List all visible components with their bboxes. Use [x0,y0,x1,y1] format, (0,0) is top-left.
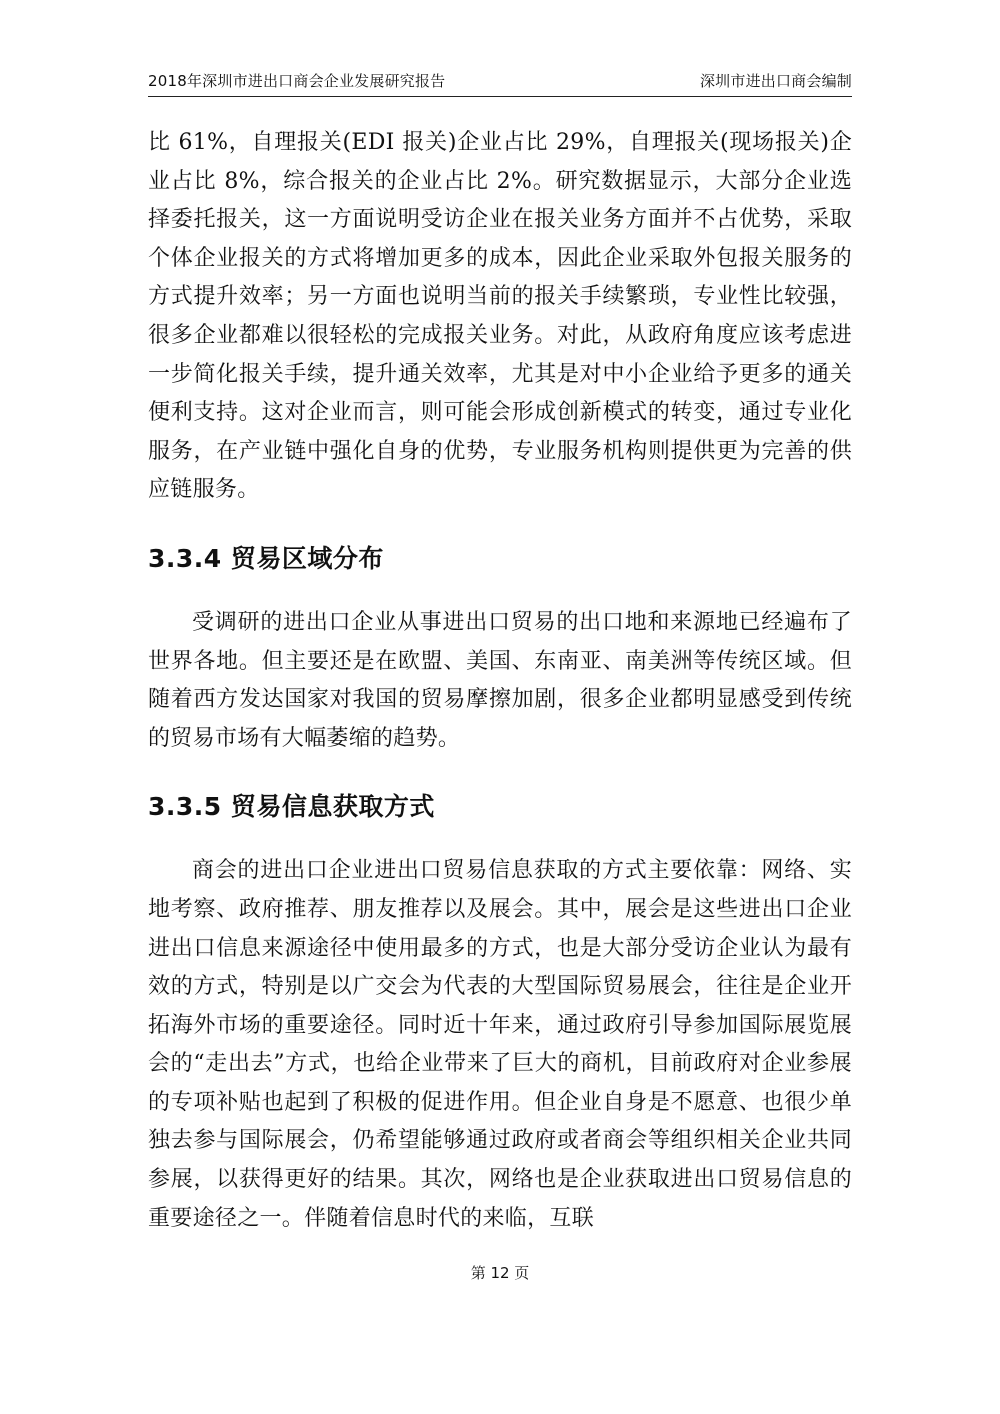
header-publisher: 深圳市进出口商会编制 [699,72,852,90]
page-number: 第 12 页 [470,1264,530,1282]
page-body [148,124,852,1238]
trade-region-paragraph: 受调研的进出口企业从事进出口贸易的出口地和来源地已经遍布了世界各地。但主要还是在欧盟、美国、东南亚、南美洲等传统区域。但随着西方发达国家对我国的贸易摩擦加剧，很多企业都明显感受到传统的贸易市场有大幅萎缩的趋势。 [148,609,852,751]
continuation-paragraph: 比 61%，自理报关(EDI 报关)企业占比 29%，自理报关(现场报关)企业占比 8%，综合报关的企业占比 2%。研究数据显示，大部分企业选择委托报关，这一方面说明受访企业在报关业务方面并不占优势，采取个体企业报关的方式将增加更多的成本，因此企业采取外包报关服务的方式提升效率；另一方面也说明当前的报关手续繁琐，专业性比较强，很多企业都难以很轻松的完成报关业务。对此，从政府角度应该考虑进一步简化报关手续，提升通关效率，尤其是对中小企业给予更多的通关便利支持。这对企业而言，则可能会形成创新模式的转变，通过专业化服务，在产业链中强化自身的优势，专业服务机构则提供更为完善的供应链服务。 [148,130,852,503]
section-heading-trade-region: 3.3.4 贸易区域分布 [148,543,384,573]
page-header [148,66,852,97]
header-report-title: 2018年深圳市进出口商会企业发展研究报告 [148,72,446,90]
section-heading-trade-info: 3.3.5 贸易信息获取方式 [148,792,435,822]
trade-info-paragraph: 商会的进出口企业进出口贸易信息获取的方式主要依靠：网络、实地考察、政府推荐、朋友推荐以及展会。其中，展会是这些进出口企业进出口信息来源途径中使用最多的方式，也是大部分受访企业认为最有效的方式，特别是以广交会为代表的大型国际贸易展会，往往是企业开拓海外市场的重要途径。同时近十年来，通过政府引导参加国际展览展会的“走出去”方式，也给企业带来了巨大的商机，目前政府对企业参展的专项补贴也起到了积极的促进作用。但企业自身是不愿意、也很少单独去参与国际展会，仍希望能够通过政府或者商会等组织相关企业共同参展，以获得更好的结果。其次，网络也是企业获取进出口贸易信息的重要途径之一。伴随着信息时代的来临，互联 [148,858,852,1231]
